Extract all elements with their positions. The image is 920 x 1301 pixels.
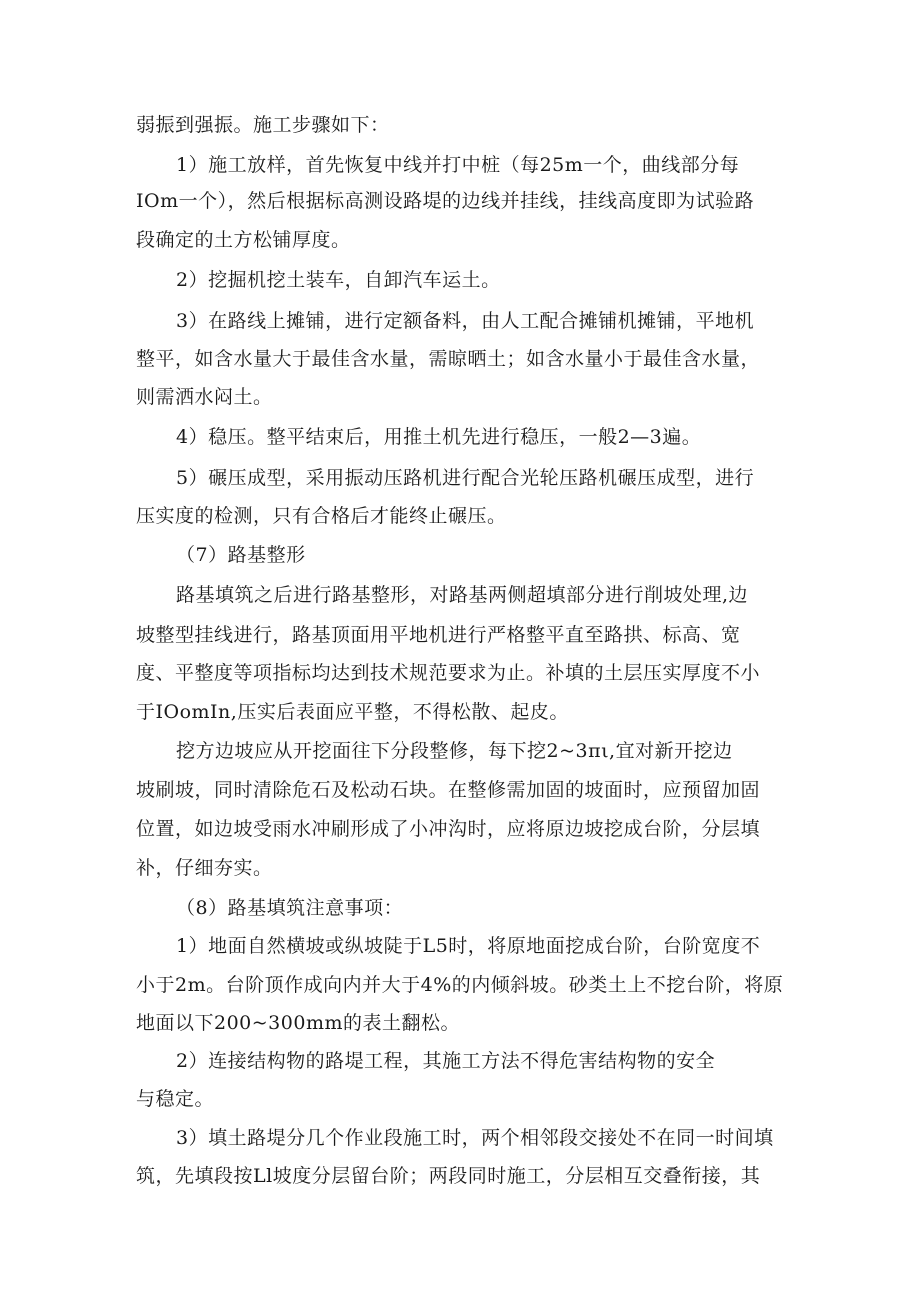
section-heading: （8）路基填筑注意事项：: [176, 897, 404, 919]
text-line: IOm一个），然后根据标高测设路堤的边线并挂线，挂线高度即为试验路: [136, 190, 755, 212]
text-line: 3）填土路堤分几个作业段施工时，两个相邻段交接处不在同一时间填: [176, 1127, 774, 1149]
text-line: 整平，如含水量大于最佳含水量，需晾晒土；如含水量小于最佳含水量，: [136, 348, 761, 370]
text-line: 小于2m。台阶顶作成向内并大于4%的内倾斜坡。砂类土上不挖台阶，将原: [136, 974, 784, 996]
text-line: 2）挖掘机挖土装车，自卸汽车运土。: [176, 269, 501, 291]
text-line: 弱振到强振。施工步骤如下：: [136, 114, 390, 136]
text-line: 段确定的土方松铺厚度。: [136, 229, 351, 251]
text-line: 则需洒水闷土。: [136, 386, 273, 408]
text-line: 坡整型挂线进行，路基顶面用平地机进行严格整平直至路拱、标高、宽: [136, 624, 741, 646]
text-line: 坡刷坡，同时清除危石及松动石块。在整修需加固的坡面时，应预留加固: [136, 779, 761, 801]
text-line: 补，仔细夯实。: [136, 857, 273, 879]
text-line: 地面以下200~300mm的表土翻松。: [136, 1012, 460, 1034]
text-line: 位置，如边坡受雨水冲刷形成了小冲沟时，应将原边坡挖成台阶，分层填: [136, 818, 761, 840]
text-line: 1）地面自然横坡或纵坡陡于L5时，将原地面挖成台阶，台阶宽度不: [176, 935, 761, 957]
text-line: 路基填筑之后进行路基整形，对路基两侧超填部分进行削坡处理,边: [176, 584, 749, 606]
section-heading: （7）路基整形: [176, 544, 306, 566]
text-line: 筑，先填段按Ll坡度分层留台阶；两段同时施工，分层相互交叠衔接，其: [136, 1165, 761, 1187]
text-line: 于IOomIn,压实后表面应平整，不得松散、起皮。: [136, 701, 569, 723]
text-line: 挖方边坡应从开挖面往下分段整修，每下挖2~3πι,宜对新开挖边: [176, 740, 733, 762]
text-line: 3）在路线上摊铺，进行定额备料，由人工配合摊铺机摊铺，平地机: [176, 310, 755, 332]
text-line: 1）施工放样，首先恢复中线并打中桩（每25m一个，曲线部分每: [176, 154, 740, 176]
text-line: 压实度的检测，只有合格后才能终止碾压。: [136, 505, 507, 527]
text-line: 5）碾压成型，采用振动压路机进行配合光轮压路机碾压成型，进行: [176, 467, 755, 489]
text-line: 与稳定。: [136, 1088, 215, 1110]
text-line: 4）稳压。整平结束后，用推土机先进行稳压，一般2—3遍。: [176, 426, 702, 448]
text-line: 2）连接结构物的路堤工程，其施工方法不得危害结构物的安全: [176, 1050, 716, 1072]
text-line: 度、平整度等项指标均达到技术规范要求为止。补填的土层压实厚度不小: [136, 662, 761, 684]
